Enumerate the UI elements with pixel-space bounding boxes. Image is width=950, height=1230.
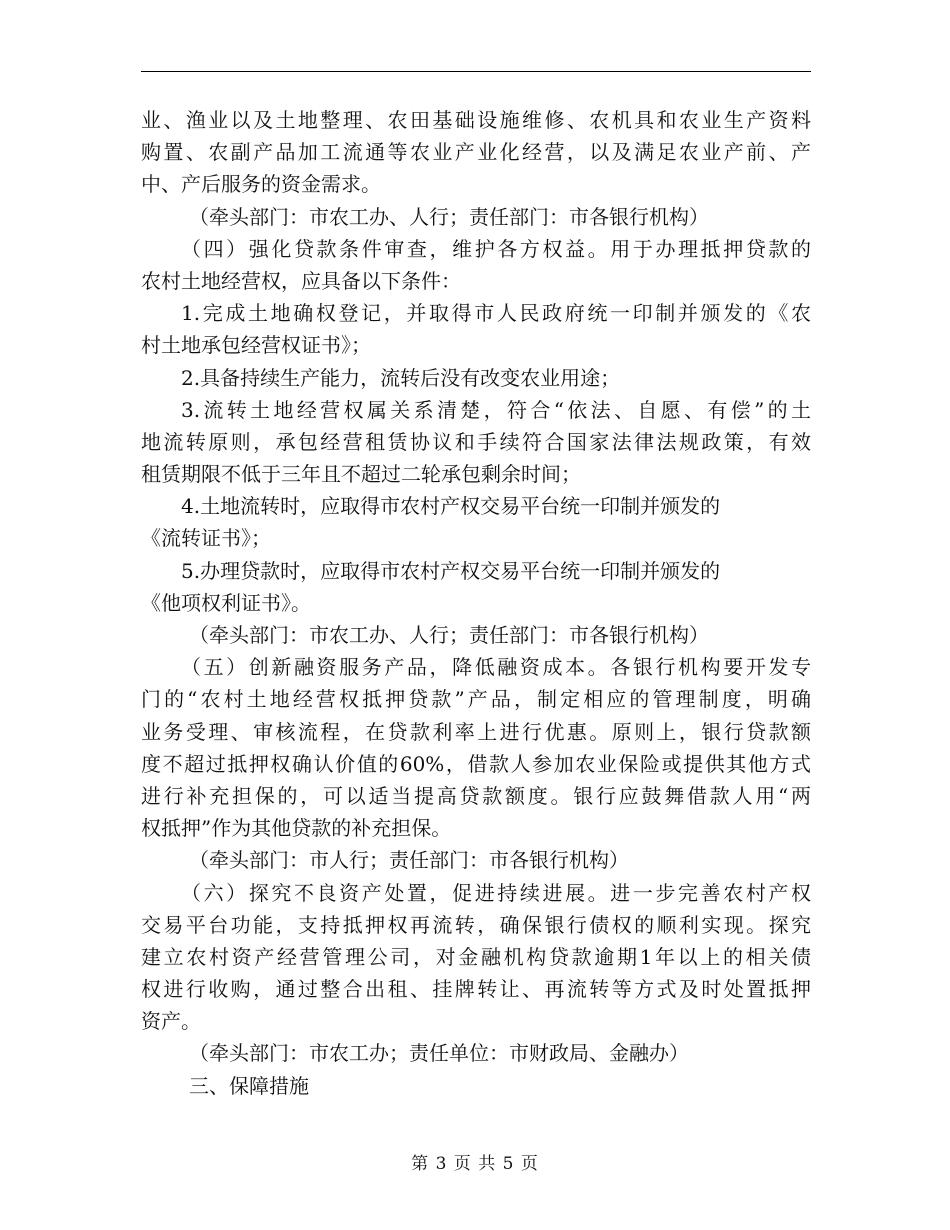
text-line: 2.具备持续生产能力，流转后没有改变农业用途；: [181, 365, 621, 390]
text-line: 3.流转土地经营权属关系清楚，符合“依法、自愿、有偿”的土: [181, 397, 811, 422]
text-line: 村土地承包经营权证书》；: [141, 333, 371, 358]
text-line: （牵头部门：市农工办、人行；责任部门：市各银行机构）: [189, 204, 709, 229]
header-rule: [141, 71, 811, 72]
text-line: 进行补充担保的，可以适当提高贷款额度。银行应鼓舞借款人用“两: [141, 783, 811, 808]
text-line: （牵头部门：市人行；责任部门：市各银行机构）: [189, 848, 629, 873]
text-line: 《他项权利证书》。: [141, 590, 311, 615]
text-line: 业务受理、审核流程，在贷款利率上进行优惠。原则上，银行贷款额: [141, 719, 811, 744]
text-line: 度不超过抵押权确认价值的60%，借款人参加农业保险或提供其他方式: [141, 751, 811, 776]
section-heading: 三、保障措施: [189, 1073, 309, 1098]
text-line: 购置、农副产品加工流通等农业产业化经营，以及满足农业产前、产: [141, 140, 811, 165]
text-line: 4.土地流转时，应取得市农村产权交易平台统一印制并颁发的: [181, 494, 721, 519]
text-line: （四）强化贷款条件审查，维护各方权益。用于办理抵押贷款的: [181, 236, 811, 261]
text-line: 农村土地经营权，应具备以下条件：: [141, 268, 461, 293]
text-line: 建立农村资产经营管理公司，对金融机构贷款逾期1年以上的相关债: [141, 944, 811, 969]
page-number: 第 3 页 共 5 页: [411, 1154, 539, 1174]
body-text: [141, 104, 811, 1102]
text-line: 1.完成土地确权登记，并取得市人民政府统一印制并颁发的《农: [181, 301, 811, 326]
text-line: 租赁期限不低于三年且不超过二轮承包剩余时间；: [141, 462, 581, 487]
text-line: 《流转证书》；: [141, 526, 271, 551]
text-line: （六）探究不良资产处置，促进持续进展。进一步完善农村产权: [181, 880, 811, 905]
text-line: （牵头部门：市农工办；责任单位：市财政局、金融办）: [189, 1041, 689, 1066]
text-line: （牵头部门：市农工办、人行；责任部门：市各银行机构）: [189, 623, 709, 647]
text-line: 业、渔业以及土地整理、农田基础设施维修、农机具和农业生产资料: [141, 108, 811, 132]
text-line: （五）创新融资服务产品，降低融资成本。各银行机构要开发专: [181, 655, 811, 680]
text-line: 中、产后服务的资金需求。: [141, 172, 381, 197]
text-line: 5.办理贷款时，应取得市农村产权交易平台统一印制并颁发的: [181, 558, 721, 583]
text-line: 资产。: [141, 1009, 201, 1034]
text-line: 权抵押”作为其他贷款的补充担保。: [141, 816, 452, 841]
text-line: 地流转原则，承包经营租赁协议和手续符合国家法律法规政策，有效: [141, 429, 811, 454]
text-line: 门的“农村土地经营权抵押贷款”产品，制定相应的管理制度，明确: [141, 687, 811, 712]
text-line: 交易平台功能，支持抵押权再流转，确保银行债权的顺利实现。探究: [141, 912, 811, 937]
text-line: 权进行收购，通过整合出租、挂牌转让、再流转等方式及时处置抵押: [141, 977, 811, 1002]
